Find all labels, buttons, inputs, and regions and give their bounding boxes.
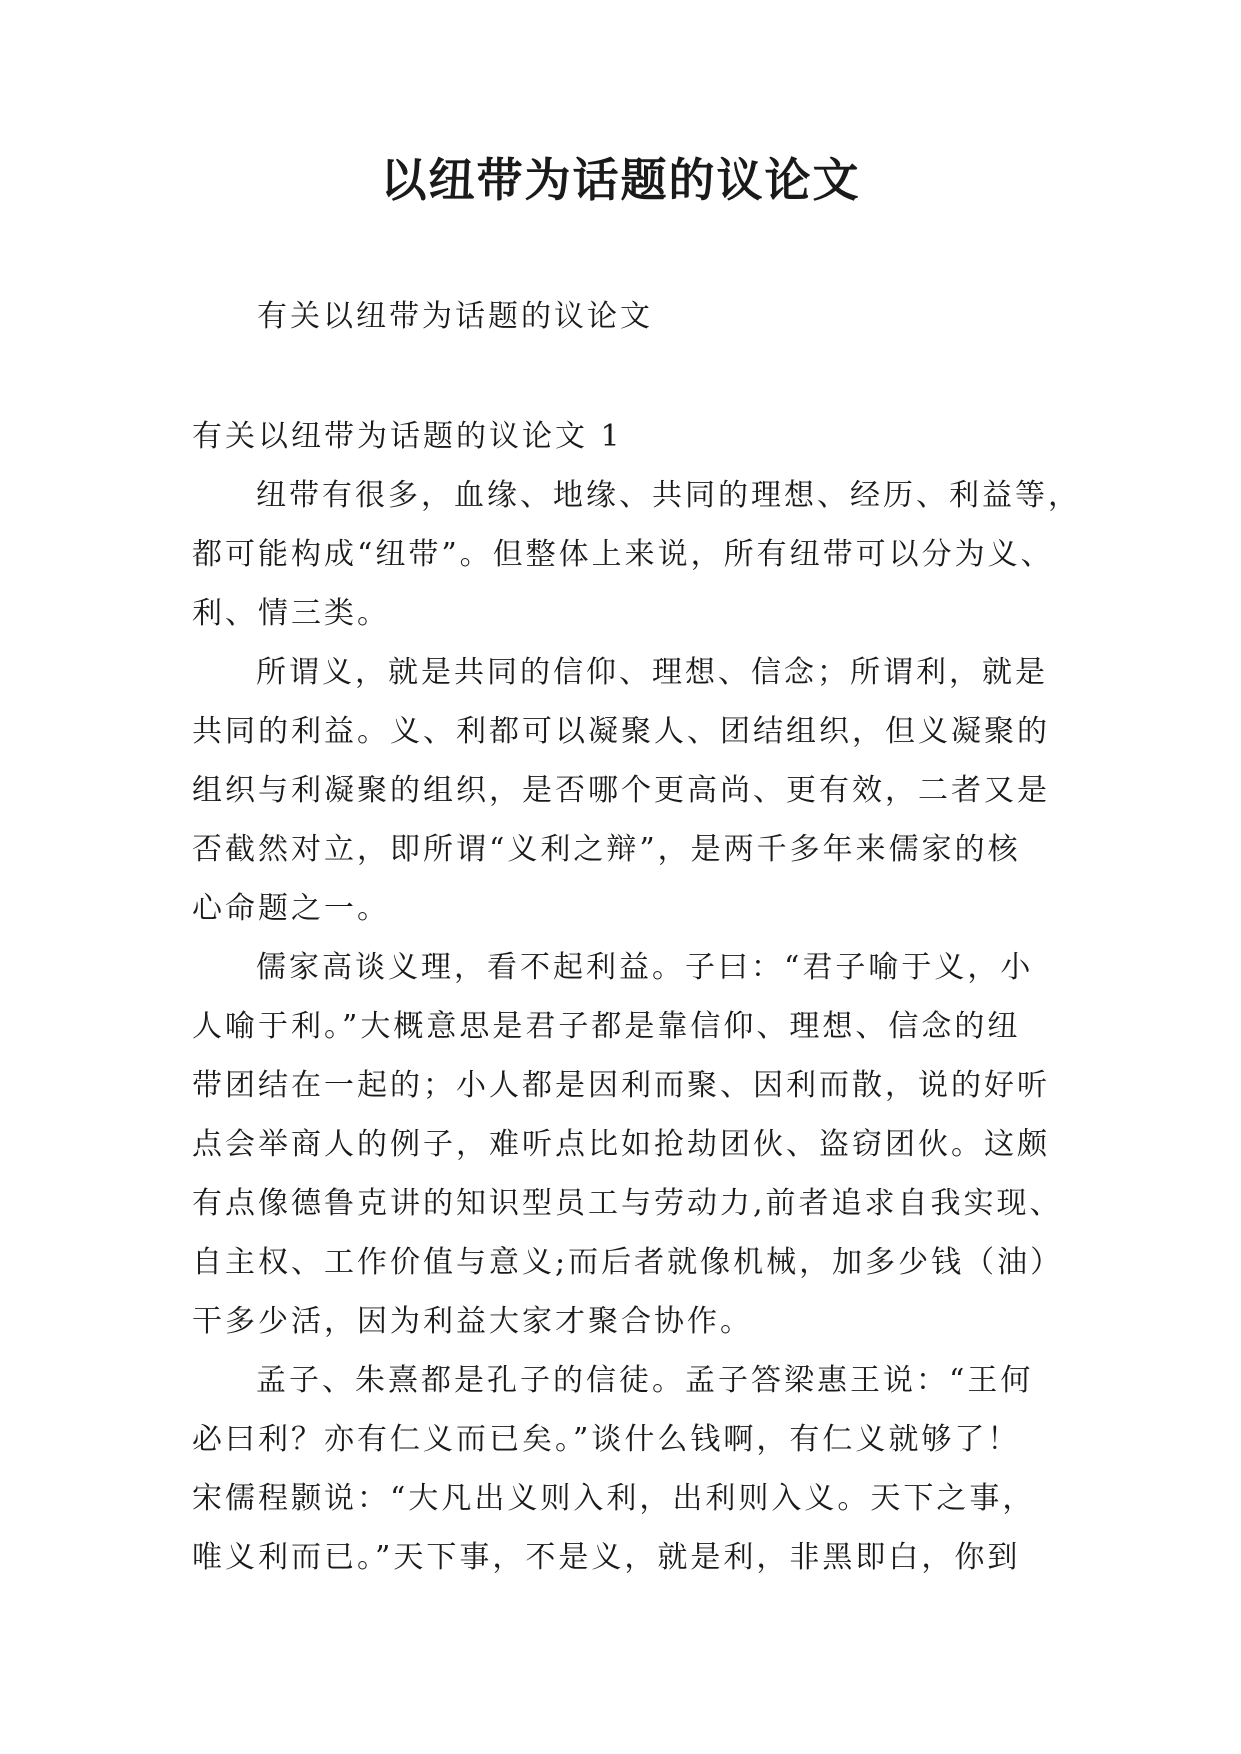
paragraph-line: 自主权、工作价值与意义;而后者就像机械，加多少钱（油） [192,1245,1064,1280]
paragraph-line: 人喻于利。”大概意思是君子都是靠信仰、理想、信念的纽 [192,1009,1021,1044]
paragraph-line: 有点像德鲁克讲的知识型员工与劳动力,前者追求自我实现、 [192,1186,1063,1221]
paragraph-line: 心命题之一。 [192,891,390,926]
paragraph-line: 都可能构成“纽带”。但整体上来说，所有纽带可以分为义、 [192,537,1054,572]
document-subtitle: 有关以纽带为话题的议论文 [257,299,653,334]
paragraph-line: 组织与利凝聚的组织，是否哪个更高尚、更有效，二者又是 [192,773,1050,808]
paragraph-line: 利、情三类。 [192,596,390,631]
section-heading: 有关以纽带为话题的议论文 1 [192,419,623,454]
paragraph-line: 孟子、朱熹都是孔子的信徒。孟子答梁惠王说：“王何 [256,1363,1034,1398]
paragraph-line: 儒家高谈义理，看不起利益。子曰：“君子喻于义，小 [256,950,1034,985]
paragraph-line: 宋儒程颢说：“大凡出义则入利，出利则入义。天下之事， [192,1481,1036,1516]
paragraph-line: 所谓义，就是共同的信仰、理想、信念；所谓利，就是 [256,655,1048,690]
paragraph-line: 纽带有很多，血缘、地缘、共同的理想、经历、利益等， [256,478,1081,513]
paragraph-line: 点会举商人的例子，难听点比如抢劫团伙、盗窃团伙。这颇 [192,1127,1050,1162]
paragraph-line: 否截然对立，即所谓“义利之辩”，是两千多年来儒家的核 [192,832,1021,867]
page-title: 以纽带为话题的议论文 [380,153,861,207]
paragraph-line: 唯义利而已。”天下事，不是义，就是利，非黑即白，你到 [192,1540,1021,1575]
document-body [192,407,1081,1587]
paragraph-4 [192,1351,1062,1587]
paragraph-1 [192,466,1081,643]
paragraph-line: 带团结在一起的；小人都是因利而聚、因利而散，说的好听 [192,1068,1050,1103]
paragraph-line: 干多少活，因为利益大家才聚合协作。 [192,1304,753,1339]
paragraph-2 [192,643,1062,938]
paragraph-line: 共同的利益。义、利都可以凝聚人、团结组织，但义凝聚的 [192,714,1050,749]
paragraph-3 [192,938,1062,1351]
paragraph-line: 必曰利？亦有仁义而已矣。”谈什么钱啊，有仁义就够了！ [192,1422,1021,1457]
